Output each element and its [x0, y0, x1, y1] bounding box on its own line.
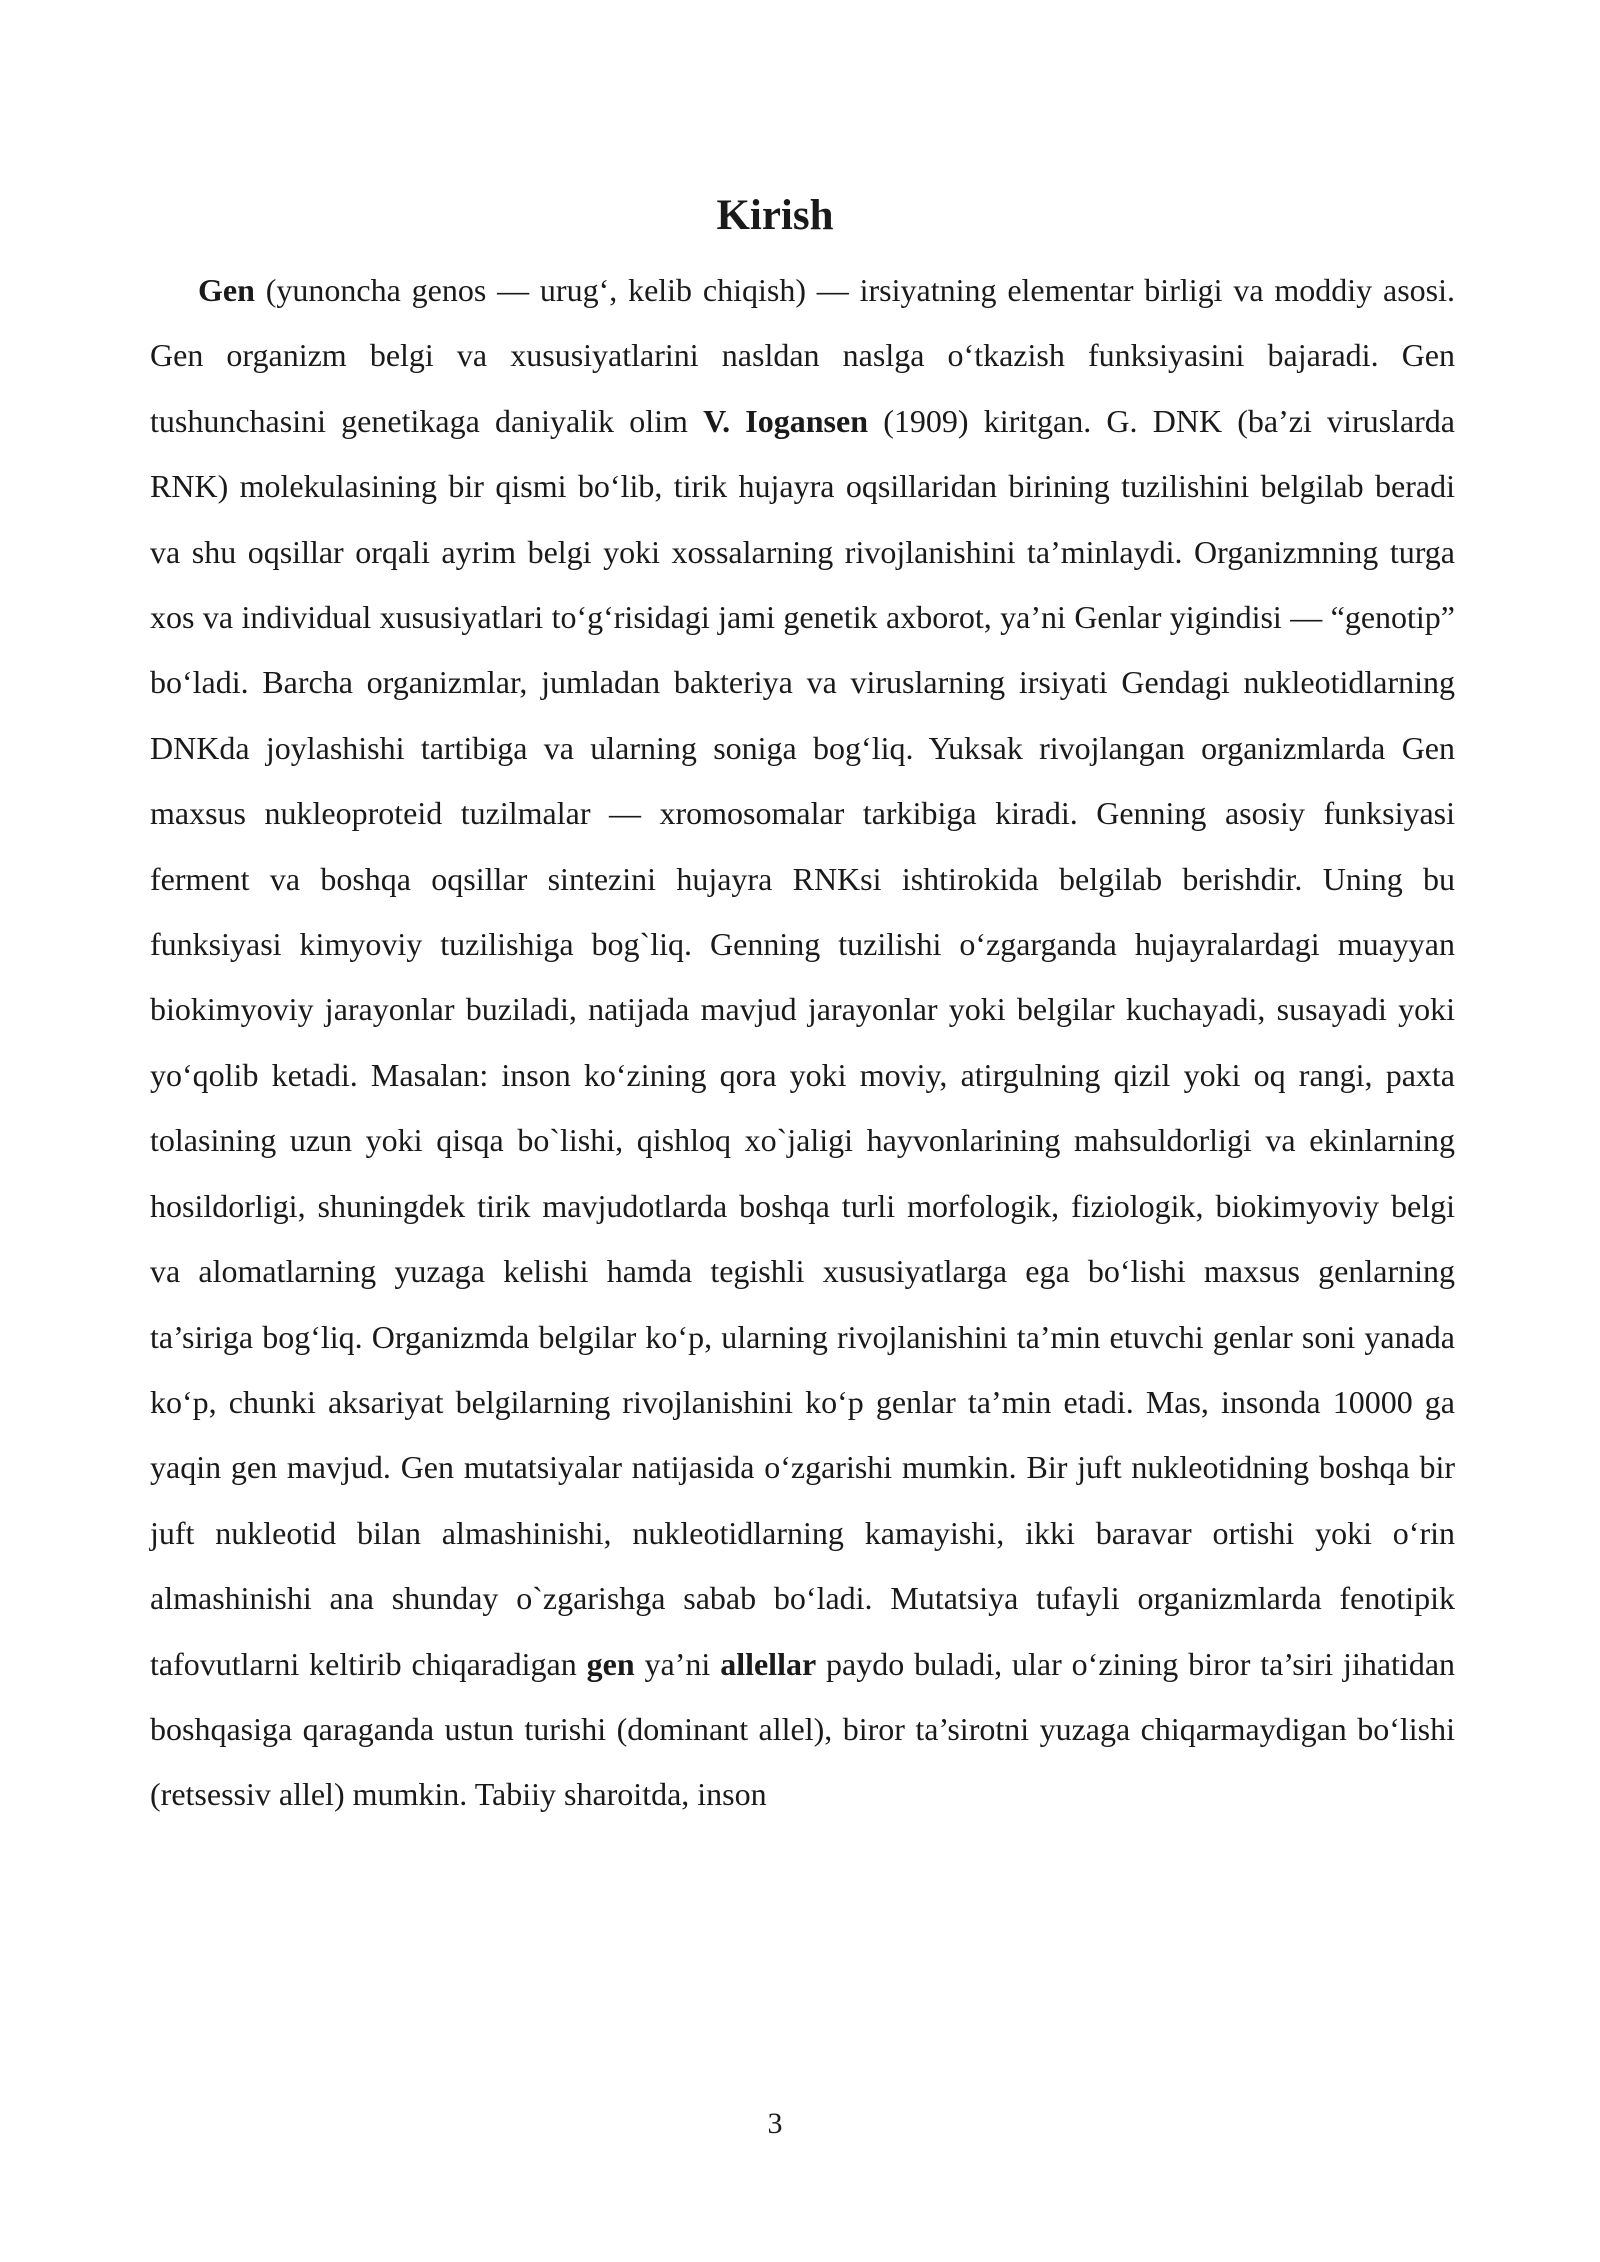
term-iogansen: V. Iogansen: [703, 402, 868, 439]
page-title: Kirish: [716, 192, 834, 239]
term-gen-lower: gen: [586, 1645, 635, 1682]
page-number: 3: [767, 2107, 783, 2140]
term-allellar: allellar: [720, 1645, 817, 1682]
term-gen: Gen: [198, 272, 255, 308]
text-run: (1909) kiritgan. G. DNK (ba’zi viruslarda RNK) molekulasining bir qismi bo‘lib, tirik hujayra oqsillaridan birining tuzilishini belgilab beradi va shu oqsillar orqali ayrim belgi yoki xossalarning rivojlanishini ta’minlaydi. Organizmning turga xos va individual xususiyatlari to‘g‘risidagi jami genetik axborot, ya’ni Genlar yigindisi — “genotip” bo‘ladi. Barcha organizmlar, jumladan bakteriya va viruslarning irsiyati Gendagi nukleotidlarning DNKda joylashishi tartibiga va ularning soniga bog‘liq. Yuksak rivojlangan organizmlarda Gen maxsus nukleoproteid tuzilmalar — xromosomalar tarkibiga kiradi. Genning asosiy funksiyasi ferment va boshqa oqsillar sintezini hujayra RNKsi ishtirokida belgilab berishdir. Uning bu funksiyasi kimyoviy tuzilishiga bog`liq. Genning tuzilishi o‘zgarganda hujayralardagi muayyan biokimyoviy jarayonlar buziladi, natijada mavjud jarayonlar yoki belgilar kuchayadi, susayadi yoki yo‘qolib ketadi. Masalan: inson ko‘zining qora yoki moviy, atirgulning qizil yoki oq rangi, paxta tolasining uzun yoki qisqa bo`lishi, qishloq xo`jaligi hayvonlarining mahsuldorligi va ekinlarning hosildorligi, shuningdek tirik mavjudotlarda boshqa turli morfologik, fiziologik, biokimyoviy belgi va alomatlarning yuzaga kelishi hamda tegishli xususiyatlarga ega bo‘lishi maxsus genlarning ta’siriga bog‘liq. Organizmda belgilar ko‘p, ularning rivojlanishini ta’min etuvchi genlar soni yanada ko‘p, chunki aksariyat belgilarning rivojlanishini ko‘p genlar ta’min etadi. Mas, insonda 10000 ga yaqin gen mavjud. Gen mutatsiyalar natijasida o‘zgarishi mumkin. Bir juft nukleotidning boshqa bir juft nukleotid bilan almashinishi, nukleotidlarning kamayishi, ikki baravar ortishi yoki o‘rin almashinishi ana shunday o`zgarishga sabab bo‘ladi. Mutatsiya tufayli organizmlarda fenotipik tafovutlarni keltirib chiqaradigan: [150, 402, 1456, 1682]
text-run: (yunoncha genos — urug‘, kelib chiqish) — irsiyatning elementar birligi va moddiy asosi. Gen organizm belgi va xususiyatlarini nasldan naslga o‘tkazish funksiyasini bajaradi. Gen tushunchasini genetikaga daniyalik olim: [150, 272, 1455, 439]
body-paragraph: [150, 258, 1455, 1828]
text-run: ya’ni: [634, 1645, 721, 1682]
text-run: paydo buladi, ular o‘zining biror ta’siri jihatidan boshqasiga qaraganda ustun turishi (dominant allel), biror ta’sirotni yuzaga chiqarmaydigan bo‘lishi (retsessiv allel) mumkin. Tabiiy sharoitda, inson: [150, 1645, 1456, 1813]
